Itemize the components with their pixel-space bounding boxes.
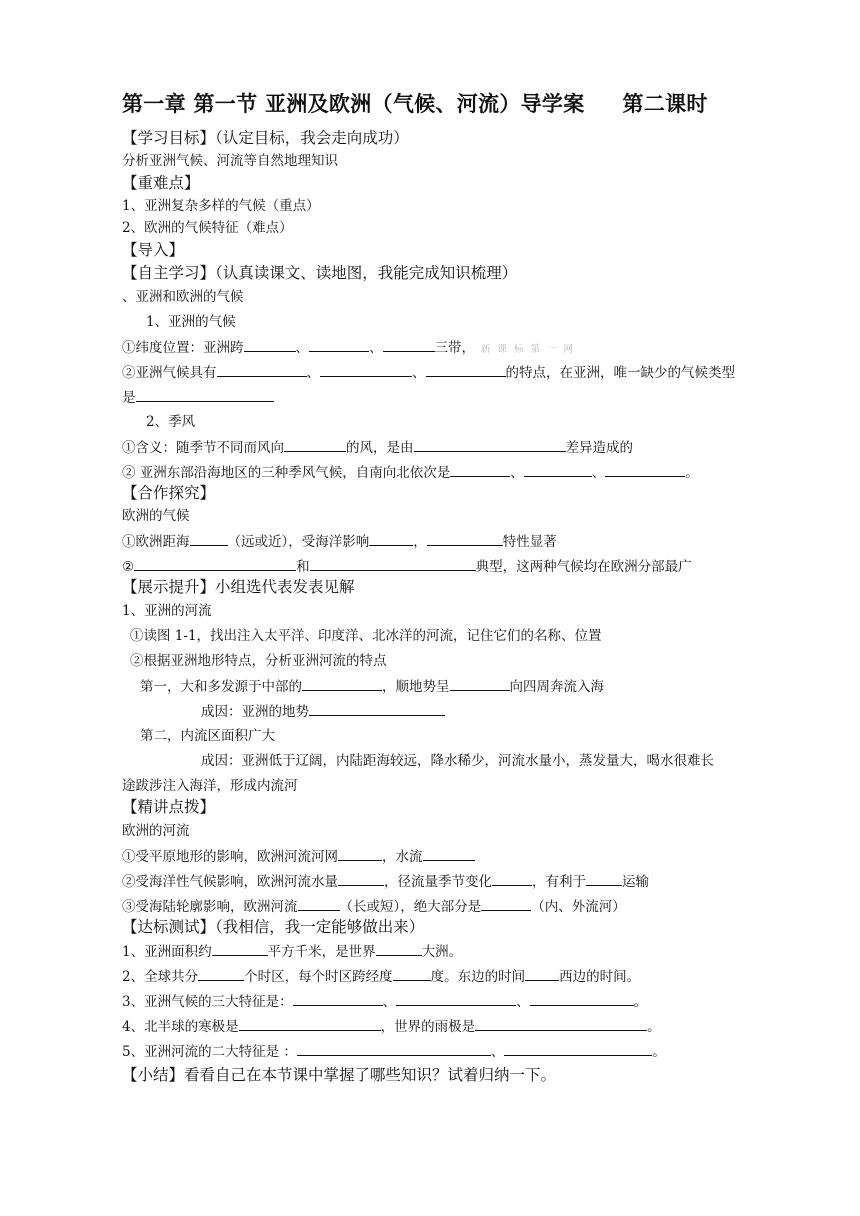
blank-field[interactable] (426, 363, 506, 377)
rivers-feature-2-cause: 成因：亚洲低于辽阔，内陆距海较远，降水稀少，河流水量小，蒸发量大，喝水很难长 (201, 753, 714, 769)
blank-field[interactable] (338, 847, 382, 861)
blank-field[interactable] (244, 338, 296, 352)
page-title (122, 88, 842, 118)
goals-text: 分析亚洲气候、河流等自然地理知识 (122, 153, 338, 169)
blank-field[interactable] (190, 532, 228, 546)
blank-field[interactable] (393, 967, 431, 981)
rivers-feature-2: 第二，内流区面积广大 (140, 728, 275, 744)
test-question-3: 3、亚洲气候的三大特征是： 、 、 。 (122, 994, 648, 1010)
blank-field[interactable] (302, 677, 382, 691)
blank-field[interactable] (134, 557, 296, 571)
blank-field[interactable] (297, 1042, 491, 1056)
europe-rivers-heading: 欧洲的河流 (122, 823, 190, 839)
self-study-sub: 、亚洲和欧洲的气候 (122, 289, 244, 305)
test-question-1: 1、亚洲面积约 平方千米，是世界 大洲。 (122, 944, 463, 960)
question-europe-climate-types: ② 和 典型，这两种气候均在欧洲分部最广 (122, 559, 692, 575)
blank-field[interactable] (492, 872, 532, 886)
blank-field[interactable] (423, 847, 475, 861)
rivers-feature-1: 第一，大和多发源于中部的 ，顺地势呈 向四周奔流入海 (140, 679, 604, 695)
blank-field[interactable] (293, 992, 383, 1006)
watermark: 新课标第一网 (481, 344, 581, 355)
explain-heading: 【精讲点拨】 (122, 798, 216, 816)
blank-field[interactable] (136, 388, 274, 402)
blank-field[interactable] (284, 438, 346, 452)
blank-field[interactable] (320, 363, 412, 377)
question-europe-rivers-2: ②受海洋性气候影响，欧洲河流水量 ，径流量季节变化 ，有利于 运输 (122, 874, 649, 890)
test-question-2: 2、全球共分 个时区，每个时区跨经度 度。东边的时间 西边的时间。 (122, 969, 641, 985)
blank-field[interactable] (450, 677, 510, 691)
blank-field[interactable] (504, 1042, 652, 1056)
blank-field[interactable] (338, 872, 384, 886)
coop-heading: 【合作探究】 (122, 484, 216, 502)
blank-field[interactable] (586, 872, 622, 886)
title-main: 第一章 第一节 亚洲及欧洲（气候、河流）导学案 (122, 91, 585, 116)
blank-field[interactable] (369, 532, 413, 546)
title-session: 第二课时 (622, 91, 708, 116)
self-study-heading: 【自主学习】（认真读课文、读地图，我能完成知识梳理） (122, 264, 518, 282)
blank-field[interactable] (212, 942, 268, 956)
question-latitude: ①纬度位置：亚洲跨 、 、 三带， 新课标第一网 (122, 340, 581, 356)
show-heading: 【展示提升】小组选代表发表见解 (122, 578, 355, 596)
blank-field[interactable] (450, 463, 510, 477)
blank-field[interactable] (376, 942, 422, 956)
rivers-task-1: ①读图 1-1，找出注入太平洋、印度洋、北冰洋的河流，记住它们的名称、位置 (130, 628, 602, 644)
blank-field[interactable] (309, 338, 369, 352)
keypoint-item-2: 2、欧洲的气候特征（难点） (122, 220, 293, 236)
blank-field[interactable] (530, 992, 634, 1006)
question-asia-climate-features-cont: 是 (122, 388, 274, 407)
blank-field[interactable] (414, 438, 566, 452)
test-question-4: 4、北半球的寒极是 ，世界的雨极是 。 (122, 1019, 661, 1035)
blank-field[interactable] (605, 463, 685, 477)
blank-field[interactable] (524, 463, 592, 477)
rivers-feature-2-cause-cont: 途跋涉注入海洋，形成内流河 (122, 778, 298, 794)
question-monsoon-meaning: ①含义：随季节不同而风向 的风，是由 差异造成的 (122, 440, 633, 456)
blank-field[interactable] (475, 1017, 647, 1031)
blank-field[interactable] (310, 557, 476, 571)
monsoon-heading: 2、季风 (146, 414, 196, 430)
blank-field[interactable] (383, 338, 435, 352)
blank-field[interactable] (239, 1017, 381, 1031)
question-europe-rivers-3: ③受海陆轮廓影响，欧洲河流 （长或短），绝大部分是 （内、外流河） (122, 899, 626, 915)
question-europe-rivers-1: ①受平原地形的影响，欧洲河流河网 ，水流 (122, 847, 475, 866)
blank-field[interactable] (525, 967, 559, 981)
rivers-feature-1-cause: 成因：亚洲的地势 (201, 702, 445, 721)
coop-sub: 欧洲的气候 (122, 508, 190, 524)
test-heading: 【达标测试】（我相信，我一定能够做出来） (122, 918, 425, 936)
question-asia-climate-features: ②亚洲气候具有 、 、 的特点，在亚洲，唯一缺少的气候类型 (122, 365, 735, 381)
blank-field[interactable] (298, 897, 340, 911)
keypoint-item-1: 1、亚洲复杂多样的气候（重点） (122, 198, 320, 214)
question-europe-distance: ①欧洲距海 （远或近），受海洋影响 ， 特性显著 (122, 534, 557, 550)
asia-climate-heading: 1、亚洲的气候 (146, 314, 236, 330)
question-monsoon-types: ② 亚洲东部沿海地区的三种季风气候，自南向北依次是 、 、 。 (122, 465, 699, 481)
blank-field[interactable] (217, 363, 307, 377)
rivers-task-2: ②根据亚洲地形特点，分析亚洲河流的特点 (130, 653, 387, 669)
blank-field[interactable] (396, 992, 516, 1006)
intro-heading: 【导入】 (122, 241, 185, 259)
goals-heading: 【学习目标】（认定目标，我会走向成功） (122, 129, 409, 147)
blank-field[interactable] (309, 702, 445, 716)
test-question-5: 5、亚洲河流的二大特征是 ： 、 。 (122, 1044, 666, 1060)
blank-field[interactable] (481, 897, 531, 911)
blank-field[interactable] (198, 967, 244, 981)
summary-text: 【小结】看看自己在本节课中掌握了哪些知识？试着归纳一下。 (122, 1066, 557, 1084)
blank-field[interactable] (427, 532, 503, 546)
asia-rivers-heading: 1、亚洲的河流 (122, 603, 212, 619)
keypoints-heading: 【重难点】 (122, 174, 200, 192)
